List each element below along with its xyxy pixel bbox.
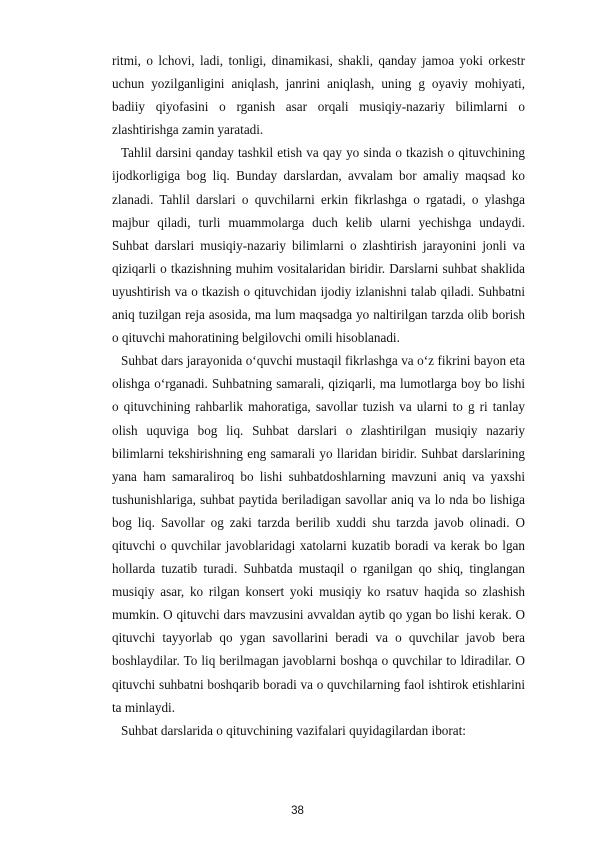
paragraph-2: Tahlil darsini qanday tashkil etish va qay yo sinda o tkazish o qituvchining ijodkorligiga bog liq. Bunday darslardan, avvalam bor amaliy maqsad ko zlanadi. Tahlil darslari o quvchilarni erkin fikrlashga o rgatadi, o ylashga majbur qiladi, turli muammolarga duch kelib ularni yechishga undaydi. Suhbat darslari musiqiy-nazariy bilimlarni o zlashtirish jarayonini jonli va qiziqarli o tkazishning muhim vositalaridan biridir. Darslarni suhbat shaklida uyushtirish va o tkazish o qituvchidan ijodiy izlanishni talab qiladi. Suhbatni aniq tuzilgan reja asosida, ma lum maqsadga yo naltirilgan tarzda olib borish o qituvchi mahoratining belgilovchi omili hisoblanadi.: [112, 145, 525, 346]
document-page: [112, 49, 525, 742]
paragraph-1: ritmi, o lchovi, ladi, tonligi, dinamikasi, shakli, qanday jamoa yoki orkestr uchun yozilganligini aniqlash, janrini aniqlash, uning g oyaviy mohiyati, badiiy qiyofasini o rganish asar orqali musiqiy-nazariy bilimlarni o zlashtirishga zamin yaratadi.: [112, 53, 525, 138]
paragraph-3: Suhbat dars jarayonida o‘quvchi mustaqil fikrlashga va o‘z fikrini bayon eta olishga o‘rganadi. Suhbatning samarali, qiziqarli, ma lumotlarga boy bo lishi o qituvchining rahbarlik mahoratiga, savollar tuzish va ularni to g ri tanlay olish uquviga bog liq. Suhbat darslari o zlashtirilgan musiqiy nazariy bilimlarni tekshirishning eng samarali yo llaridan biridir. Suhbat darslarining yana ham samaraliroq bo lishi suhbatdoshlarning mavzuni aniq va yaxshi tushunishlariga, suhbat paytida beriladigan savollar aniq va lo nda bo lishiga bog liq. Savollar og zaki tarzda berilib xuddi shu tarzda javob olinadi. O qituvchi o quvchilar javoblaridagi xatolarni kuzatib boradi va kerak bo lgan hollarda tuzatib turadi. Suhbatda mustaqil o rganilgan qo shiq, tinglangan musiqiy asar, ko rilgan konsert yoki musiqiy ko rsatuv haqida so zlashish mumkin. O qituvchi dars mavzusini avvaldan aytib qo ygan bo lishi kerak. O qituvchi tayyorlab qo ygan savollarini beradi va o quvchilar javob bera boshlaydilar. To liq berilmagan javoblarni boshqa o quvchilar to ldiradilar. O qituvchi suhbatni boshqarib boradi va o quvchilarning faol ishtirok etishlarini ta minlaydi.: [112, 353, 525, 715]
paragraph-4: Suhbat darslarida o qituvchining vazifalari quyidagilardan iborat:: [121, 722, 466, 738]
page-number: 38: [291, 805, 304, 817]
